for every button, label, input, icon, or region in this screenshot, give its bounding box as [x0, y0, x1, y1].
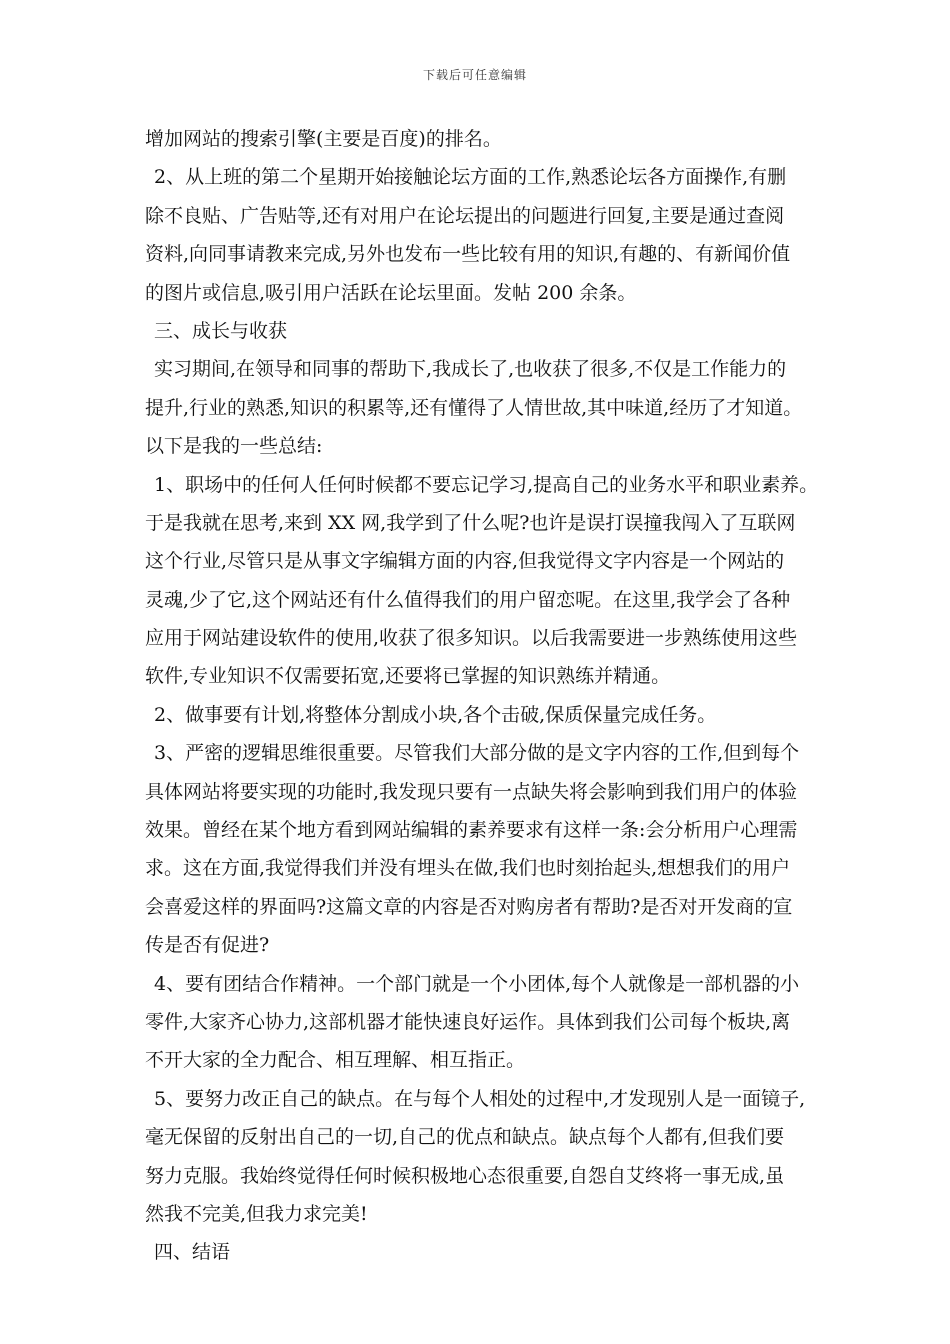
text-line: 传是否有促进? — [145, 934, 270, 957]
text-line: 2、做事要有计划,将整体分割成小块,各个击破,保质保量完成任务。 — [154, 703, 717, 726]
text-line: 效果。曾经在某个地方看到网站编辑的素养要求有这样一条:会分析用户心理需 — [145, 819, 798, 842]
text-line: 灵魂,少了它,这个网站还有什么值得我们的用户留恋呢。在这里,我学会了各种 — [145, 588, 791, 611]
text-line: 零件,大家齐心协力,这部机器才能快速良好运作。具体到我们公司每个板块,离 — [145, 1010, 791, 1033]
text-line: 以下是我的一些总结: — [145, 435, 323, 458]
text-line: 1、职场中的任何人任何时候都不要忘记学习,提高自己的业务水平和职业素养。 — [154, 473, 819, 496]
text-line: 增加网站的搜索引擎(主要是百度)的排名。 — [145, 128, 502, 150]
text-line: 求。这在方面,我觉得我们并没有埋头在做,我们也时刻抬起头,想想我们的用户 — [145, 857, 791, 880]
text-line: 4、要有团结合作精神。一个部门就是一个小团体,每个人就像是一部机器的小 — [154, 972, 800, 995]
text-line: 这个行业,尽管只是从事文字编辑方面的内容,但我觉得文字内容是一个网站的 — [145, 550, 785, 573]
text-line: 然我不完美,但我力求完美! — [145, 1202, 368, 1225]
text-line: 实习期间,在领导和同事的帮助下,我成长了,也收获了很多,不仅是工作能力的 — [154, 358, 787, 381]
text-line: 软件,专业知识不仅需要拓宽,还要将已掌握的知识熟练并精通。 — [145, 665, 671, 688]
text-line: 除不良贴、广告贴等,还有对用户在论坛提出的问题进行回复,主要是通过查阅 — [145, 204, 785, 227]
text-line: 应用于网站建设软件的使用,收获了很多知识。以后我需要进一步熟练使用这些 — [145, 627, 798, 650]
text-line: 四、结语 — [154, 1241, 231, 1264]
document-body — [145, 120, 825, 1272]
text-line: 的图片或信息,吸引用户活跃在论坛里面。发帖 200 余条。 — [145, 281, 637, 304]
text-line: 资料,向同事请教来完成,另外也发布一些比较有用的知识,有趣的、有新闻价值 — [145, 243, 791, 266]
text-line: 努力克服。我始终觉得任何时候积极地心态很重要,自怨自艾终将一事无成,虽 — [145, 1164, 785, 1187]
text-line: 提升,行业的熟悉,知识的积累等,还有懂得了人情世故,其中味道,经历了才知道。 — [145, 396, 803, 419]
text-line: 具体网站将要实现的功能时,我发现只要有一点缺失将会影响到我们用户的体验 — [145, 780, 798, 803]
text-line: 2、从上班的第二个星期开始接触论坛方面的工作,熟悉论坛各方面操作,有删 — [154, 166, 787, 189]
text-line: 3、严密的逻辑思维很重要。尽管我们大部分做的是文字内容的工作,但到每个 — [154, 742, 800, 765]
text-line: 不开大家的全力配合、相互理解、相互指正。 — [145, 1049, 526, 1072]
page-header: 下载后可任意编辑 — [422, 68, 527, 82]
text-line: 会喜爱这样的界面吗?这篇文章的内容是否对购房者有帮助?是否对开发商的宣 — [145, 895, 793, 918]
text-line: 三、成长与收获 — [154, 319, 288, 342]
text-line: 毫无保留的反射出自己的一切,自己的优点和缺点。缺点每个人都有,但我们要 — [145, 1126, 785, 1149]
text-line: 于是我就在思考,来到 XX 网,我学到了什么呢?也许是误打误撞我闯入了互联网 — [145, 511, 796, 534]
text-line: 5、要努力改正自己的缺点。在与每个人相处的过程中,才发现别人是一面镜子, — [154, 1087, 806, 1110]
